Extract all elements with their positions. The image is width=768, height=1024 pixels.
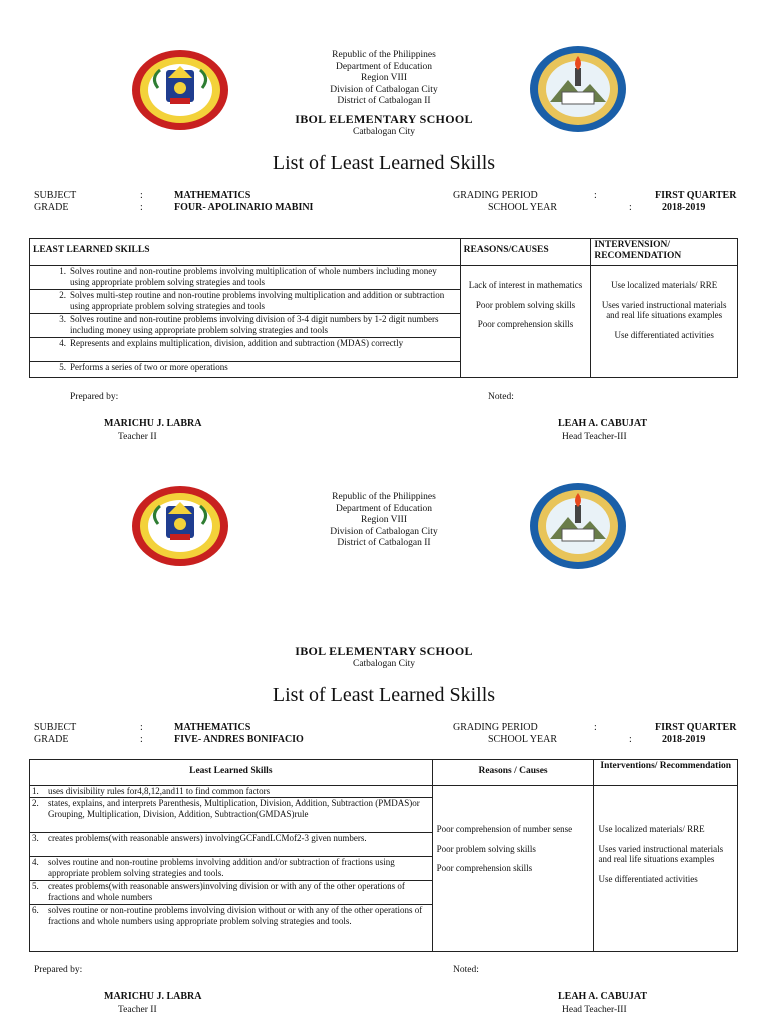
page-title: List of Least Learned Skills <box>272 684 496 706</box>
skill-item: 2. Solves multi-step routine and non-routine problems involving multiplication and addition or subtraction using appropriate problem solving strategies and tools <box>30 290 460 314</box>
reasons-cell <box>460 266 591 378</box>
col-header-reasons: Reasons / Causes <box>432 760 594 786</box>
report-grade-four <box>0 0 768 450</box>
colon: : <box>140 734 143 745</box>
reason-item: Poor problem solving skills <box>475 299 576 310</box>
teacher-role: Teacher II <box>118 432 157 442</box>
skill-item: 1. Solves routine and non-routine problems involving multiplication of whole numbers including money using appropriate problem solving strategies and tools <box>30 266 460 290</box>
skill-item: 5. Performs a series of two or more operations <box>59 362 228 372</box>
subject-value: MATHEMATICS <box>174 722 251 733</box>
school-city: Catbalogan City <box>352 659 415 669</box>
col-header-skills: Least Learned Skills <box>30 760 433 786</box>
head-role: Head Teacher-III <box>562 1005 627 1015</box>
col-header-reasons: REASONS/CAUSES <box>460 239 591 266</box>
header-line: Republic of the Philippines <box>332 492 436 502</box>
subject-label: SUBJECT <box>34 722 77 733</box>
grading-period-value: FIRST QUARTER <box>655 190 737 201</box>
grading-period-value: FIRST QUARTER <box>655 722 737 733</box>
skill-item: 4. Represents and explains multiplication, division, addition and subtraction (MDAS) correctly <box>30 338 460 362</box>
colon: : <box>140 722 143 733</box>
grading-period-label: GRADING PERIOD <box>453 190 538 201</box>
col-header-intervention: Interventions/ Recommendation <box>594 760 738 786</box>
grade-label: GRADE <box>34 202 69 213</box>
subject-label: SUBJECT <box>34 190 77 201</box>
intervention-item: Use differentiated activities <box>598 873 698 884</box>
teacher-role: Teacher II <box>118 1005 157 1015</box>
grading-period-label: GRADING PERIOD <box>453 722 538 733</box>
interventions-cell <box>594 786 738 952</box>
intervention-item: Use localized materials/ RRE <box>598 824 705 834</box>
skills-table <box>29 238 738 378</box>
school-name: IBOL ELEMENTARY SCHOOL <box>295 644 473 658</box>
school-name: IBOL ELEMENTARY SCHOOL <box>295 112 473 126</box>
skill-item: 5. creates problems(with reasonable answers)involving division or with any of the other operations of fractions and whole numbers <box>30 881 432 905</box>
skill-item: 3. creates problems(with reasonable answers) involvingGCFandLCMof2-3 given numbers. <box>30 833 432 857</box>
page-title: List of Least Learned Skills <box>272 152 496 174</box>
skills-cell <box>30 786 433 952</box>
intervention-item: Uses varied instructional materials and real life situations examples <box>598 843 724 864</box>
noted-label: Noted: <box>488 392 514 402</box>
school-year-value: 2018-2019 <box>662 202 706 213</box>
reason-item: Poor comprehension skills <box>436 863 533 873</box>
header-line: Department of Education <box>335 503 433 514</box>
col-header-intervention: INTERVENSION/ RECOMENDATION <box>591 239 738 266</box>
header-line: Department of Education <box>335 61 433 72</box>
skill-item: 4. solves routine and non-routine problems involving addition and/or subtraction of fractions using appropriate problem solving strategies and tools. <box>30 857 432 881</box>
header-line: District of Catbalogan II <box>337 96 431 107</box>
school-city: Catbalogan City <box>352 127 415 137</box>
skills-cell <box>30 266 461 378</box>
header-line: District of Catbalogan II <box>337 538 431 549</box>
reasons-cell <box>432 786 594 952</box>
skill-item: 1. uses divisibility rules for4,8,12,and11 to find common factors <box>30 786 432 798</box>
colon: : <box>594 190 597 201</box>
school-year-label: SCHOOL YEAR <box>488 202 557 213</box>
colon: : <box>140 190 143 201</box>
header-line: Republic of the Philippines <box>332 50 436 60</box>
header-line: Region VIII <box>361 73 407 84</box>
skills-table <box>29 759 738 952</box>
header-line: Region VIII <box>361 515 407 526</box>
colon: : <box>629 202 632 213</box>
colon: : <box>629 734 632 745</box>
head-role: Head Teacher-III <box>562 432 627 442</box>
intervention-item: Use differentiated activities <box>614 329 714 340</box>
reason-item: Poor problem solving skills <box>436 843 536 854</box>
intervention-item: Use localized materials/ RRE <box>611 280 718 290</box>
skill-item: 6. solves routine or non-routine problems involving division without or with any of the other operations of fractions and whole numbers using appropriate problem solving strategies and tools. <box>32 905 423 926</box>
colon: : <box>594 722 597 733</box>
colon: : <box>140 202 143 213</box>
skill-item: 3. Solves routine and non-routine problems involving division of 3-4 digit numbers by 1-2 digit numbers including money using appropriate problem solving strategies and tools <box>30 314 460 338</box>
teacher-name: MARICHU J. LABRA <box>104 418 202 429</box>
prepared-by-label: Prepared by: <box>70 392 119 402</box>
grade-value: FOUR- APOLINARIO MABINI <box>174 202 314 213</box>
school-year-value: 2018-2019 <box>662 734 706 745</box>
interventions-cell <box>591 266 738 378</box>
noted-label: Noted: <box>453 965 479 975</box>
head-name: LEAH A. CABUJAT <box>558 418 647 429</box>
head-name: LEAH A. CABUJAT <box>558 991 647 1002</box>
reason-item: Poor comprehension of number sense <box>436 824 573 834</box>
skill-item: 2. states, explains, and interprets Parenthesis, Multiplication, Division, Addition, Subtraction (PMDAS)or Grouping, Multiplication, Division, Addition, Subtraction(GMDAS)rule <box>30 798 432 833</box>
deped-seal-logo <box>130 484 230 568</box>
school-seal-logo <box>528 481 628 571</box>
reason-item: Poor comprehension skills <box>477 319 574 329</box>
teacher-name: MARICHU J. LABRA <box>104 991 202 1002</box>
grade-value: FIVE- ANDRES BONIFACIO <box>174 734 304 745</box>
col-header-skills: LEAST LEARNED SKILLS <box>30 239 461 266</box>
intervention-item: Uses varied instructional materials and real life situations examples <box>601 299 727 320</box>
reason-item: Lack of interest in mathematics <box>468 280 583 290</box>
school-year-label: SCHOOL YEAR <box>488 734 557 745</box>
subject-value: MATHEMATICS <box>174 190 251 201</box>
grade-label: GRADE <box>34 734 69 745</box>
header-line: Division of Catbalogan City <box>330 84 438 95</box>
header-line: Division of Catbalogan City <box>330 526 438 537</box>
prepared-by-label: Prepared by: <box>34 965 83 975</box>
